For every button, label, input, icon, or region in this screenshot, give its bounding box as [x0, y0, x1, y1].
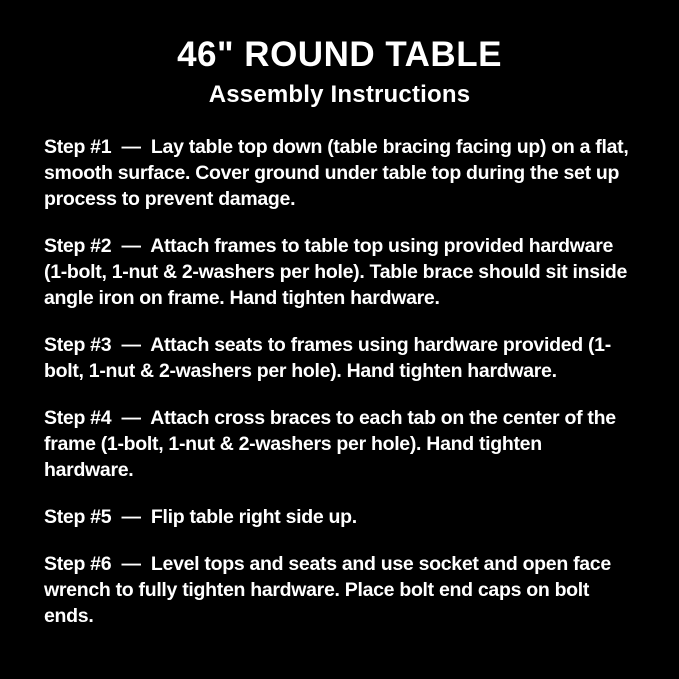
page-subtitle: Assembly Instructions	[208, 80, 471, 108]
step-5: Step #5 — Flip table right side up.	[44, 506, 357, 529]
step-1: Step #1 — Lay table top down (table bracing facing up) on a flat, smooth surface. Cover ground under table top during the set up process to prevent damage.	[44, 136, 634, 211]
step-3: Step #3 — Attach seats to frames using hardware provided (1-bolt, 1-nut & 2-washers per hole). Hand tighten hardware.	[44, 334, 611, 383]
step-6: Step #6 — Level tops and seats and use socket and open face wrench to fully tighten hardware. Place bolt end caps on bolt ends.	[44, 553, 617, 628]
step-4: Step #4 — Attach cross braces to each tab on the center of the frame (1-bolt, 1-nut & 2-washers per hole). Hand tighten hardware.	[44, 407, 621, 482]
step-2: Step #2 — Attach frames to table top using provided hardware (1-bolt, 1-nut & 2-washers per hole). Table brace should sit inside angle iron on frame. Hand tighten hardware.	[44, 235, 633, 310]
page-title: 46" ROUND TABLE	[177, 35, 502, 74]
steps-list	[44, 134, 635, 629]
